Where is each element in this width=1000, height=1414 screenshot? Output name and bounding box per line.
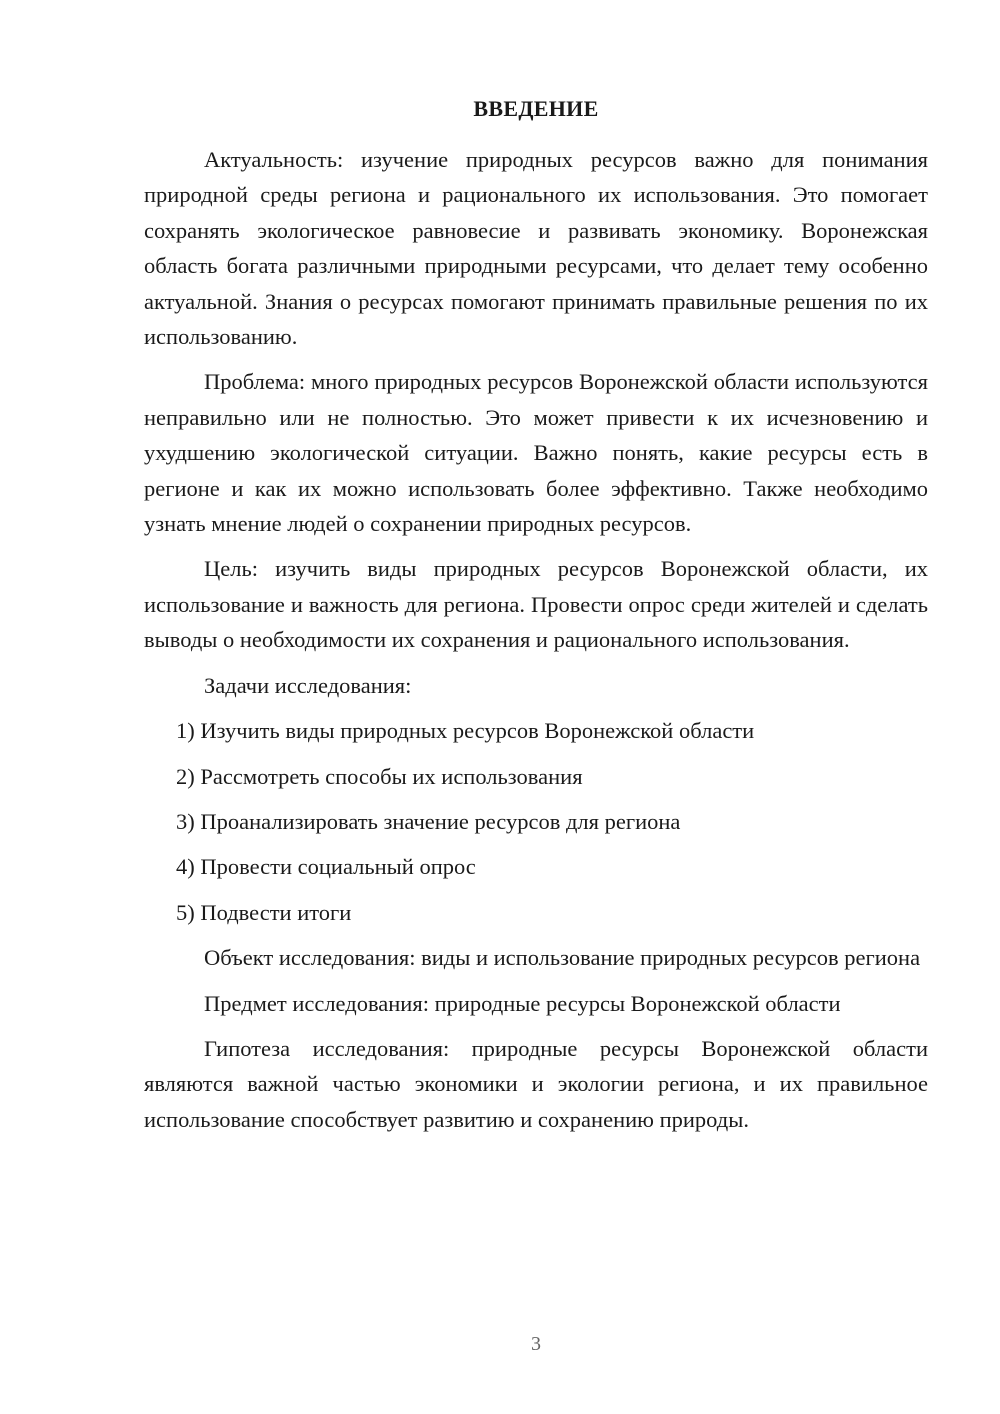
paragraph-hypothesis: Гипотеза исследования: природные ресурсы Воронежской области являются важной частью экономики и экологии региона, и их правильное использование способствует развитию и сохранению природы. bbox=[144, 1035, 928, 1132]
document-body bbox=[144, 142, 928, 1137]
tasks-heading: Задачи исследования: bbox=[204, 672, 412, 698]
paragraph-relevance: Актуальность: изучение природных ресурсов важно для понимания природной среды региона и рационального их использования. Это помогает сохранять экологическое равновесие и развивать экономику. Воронежская область богата различными природными ресурсами, что делает тему особенно актуальной. Знания о ресурсах помогают принимать правильные решения по их использованию. bbox=[144, 147, 928, 350]
paragraph-subject: Предмет исследования: природные ресурсы Воронежской области bbox=[204, 990, 841, 1016]
paragraph-goal: Цель: изучить виды природных ресурсов Воронежской области, их использование и важность для региона. Провести опрос среди жителей и сделать выводы о необходимости их сохранения и рационального использования. bbox=[144, 556, 928, 653]
list-item: 1) Изучить виды природных ресурсов Воронежской области bbox=[176, 718, 755, 744]
page-number: 3 bbox=[531, 1333, 541, 1355]
list-item: 2) Рассмотреть способы их использования bbox=[176, 763, 583, 789]
list-item: 3) Проанализировать значение ресурсов для региона bbox=[176, 808, 681, 834]
list-item: 5) Подвести итоги bbox=[176, 899, 352, 925]
section-title: ВВЕДЕНИЕ bbox=[473, 96, 599, 121]
paragraph-problem: Проблема: много природных ресурсов Воронежской области используются неправильно или не полностью. Это может привести к их исчезновению и ухудшению экологической ситуации. Важно понять, какие ресурсы есть в регионе и как их можно использовать более эффективно. Также необходимо узнать мнение людей о сохранении природных ресурсов. bbox=[144, 369, 928, 537]
paragraph-object: Объект исследования: виды и использование природных ресурсов региона bbox=[204, 945, 921, 971]
list-item: 4) Провести социальный опрос bbox=[176, 854, 476, 880]
tasks-list bbox=[144, 713, 928, 930]
